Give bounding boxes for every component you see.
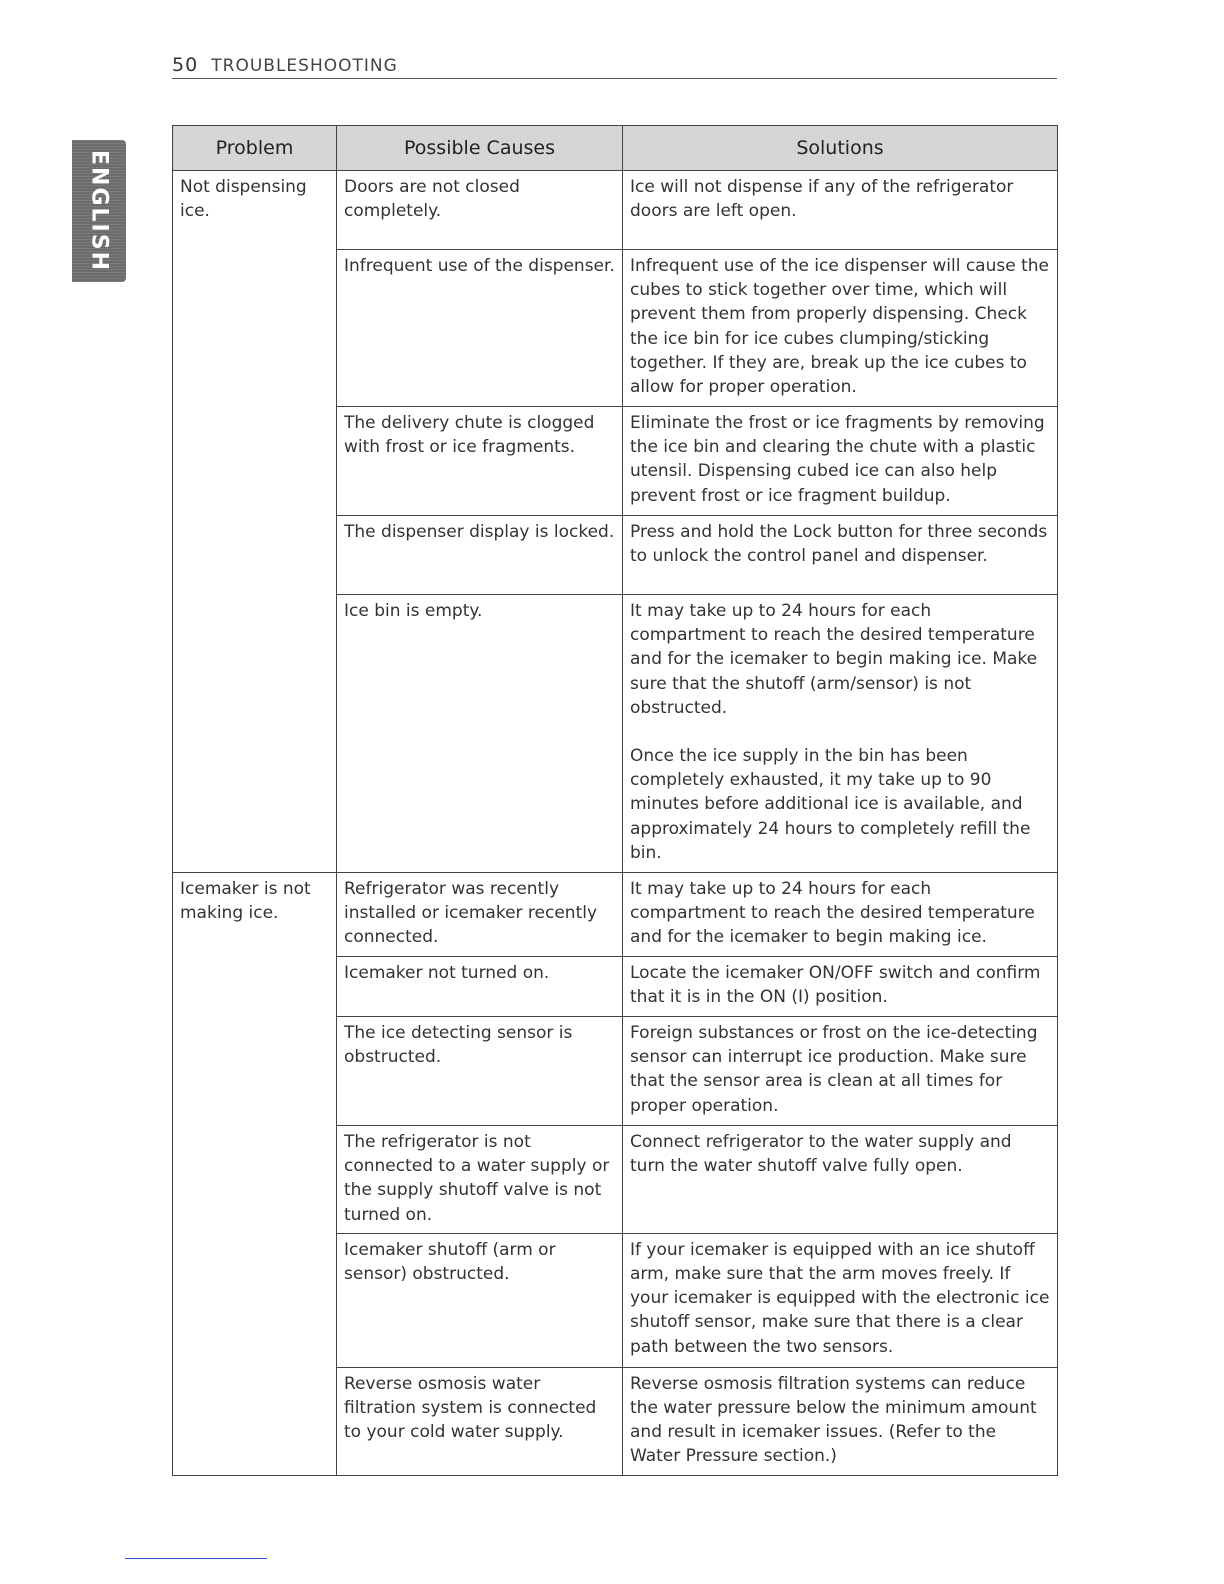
solution-text: It may take up to 24 hours for each compartment to reach the desired temperature and for the icemaker to begin making ice. [630, 879, 1035, 948]
solution-cell [623, 1233, 1058, 1367]
table-row [173, 873, 1058, 957]
solution-text: Connect refrigerator to the water supply and turn the water shutoff valve fully open. [630, 1132, 1012, 1177]
language-tab [72, 140, 126, 282]
cause-cell: Infrequent use of the dispenser. [337, 250, 623, 407]
table-row [173, 171, 1058, 250]
cause-cell: The delivery chute is clogged with frost or ice fragments. [337, 407, 623, 516]
cause-cell: Doors are not closed completely. [337, 171, 623, 250]
solution-text: Infrequent use of the ice dispenser will cause the cubes to stick together over time, which will prevent them from properly dispensing. Check the ice bin for ice cubes clumping/sticking together. If they are, break up the ice cubes to allow for proper operation. [630, 256, 1049, 398]
solution-text: Foreign substances or frost on the ice-detecting sensor can interrupt ice production. Make sure that the sensor area is clean at all times for proper operation. [630, 1023, 1038, 1116]
solution-cell [623, 1017, 1058, 1126]
solution-cell [623, 1367, 1058, 1475]
cause-cell: Icemaker not turned on. [337, 957, 623, 1017]
solution-cell [623, 595, 1058, 873]
solution-cell [623, 1126, 1058, 1234]
cause-cell: The refrigerator is not connected to a water supply or the supply shutoff valve is not turned on. [337, 1126, 623, 1234]
cause-cell: Refrigerator was recently installed or icemaker recently connected. [337, 873, 623, 957]
cause-cell: The dispenser display is locked. [337, 516, 623, 595]
column-header-problem: Problem [173, 126, 337, 171]
troubleshooting-table [172, 125, 1058, 1476]
solution-cell [623, 171, 1058, 250]
page-header [172, 54, 1057, 79]
column-header-solutions: Solutions [623, 126, 1058, 171]
section-title: TROUBLESHOOTING [211, 56, 398, 76]
solution-text: If your icemaker is equipped with an ice shutoff arm, make sure that the arm moves freely. If your icemaker is equipped with the electronic ice shutoff sensor, make sure that there is a clear path between the two sensors. [630, 1239, 1050, 1357]
problem-cell: Not dispensing ice. [173, 171, 337, 873]
solution-text: It may take up to 24 hours for each compartment to reach the desired temperature and for the icemaker to begin making ice. Make sure that the shutoff (arm/sensor) is not obstructed. [630, 601, 1038, 718]
solution-cell [623, 516, 1058, 595]
solution-text: Ice will not dispense if any of the refrigerator doors are left open. [630, 177, 1014, 222]
cause-cell: The ice detecting sensor is obstructed. [337, 1017, 623, 1126]
solution-cell [623, 250, 1058, 407]
solution-text: Once the ice supply in the bin has been completely exhausted, it my take up to 90 minutes before additional ice is available, and approximately 24 hours to completely refill the bin. [630, 746, 1031, 863]
solution-cell [623, 957, 1058, 1017]
cause-cell: Icemaker shutoff (arm or sensor) obstructed. [337, 1233, 623, 1367]
solution-cell [623, 873, 1058, 957]
language-tab-label: ENGLISH [86, 150, 112, 272]
cause-cell: Ice bin is empty. [337, 595, 623, 873]
solution-text: Reverse osmosis filtration systems can reduce the water pressure below the minimum amount and result in icemaker issues. (Refer to the Water Pressure section.) [630, 1373, 1037, 1467]
column-header-causes: Possible Causes [337, 126, 623, 171]
solution-text: Eliminate the frost or ice fragments by removing the ice bin and clearing the chute with a plastic utensil. Dispensing cubed ice can also help prevent frost or ice fragment buildup. [630, 413, 1045, 506]
solution-text: Press and hold the Lock button for three seconds to unlock the control panel and dispenser. [630, 522, 1048, 567]
solution-cell [623, 407, 1058, 516]
solution-text: Locate the icemaker ON/OFF switch and confirm that it is in the ON (I) position. [630, 963, 1041, 1008]
table-header-row [173, 126, 1058, 171]
footer-rule [125, 1558, 267, 1559]
cause-cell: Reverse osmosis water filtration system is connected to your cold water supply. [337, 1367, 623, 1475]
page-number: 50 [172, 54, 199, 76]
problem-cell: Icemaker is not making ice. [173, 873, 337, 1476]
